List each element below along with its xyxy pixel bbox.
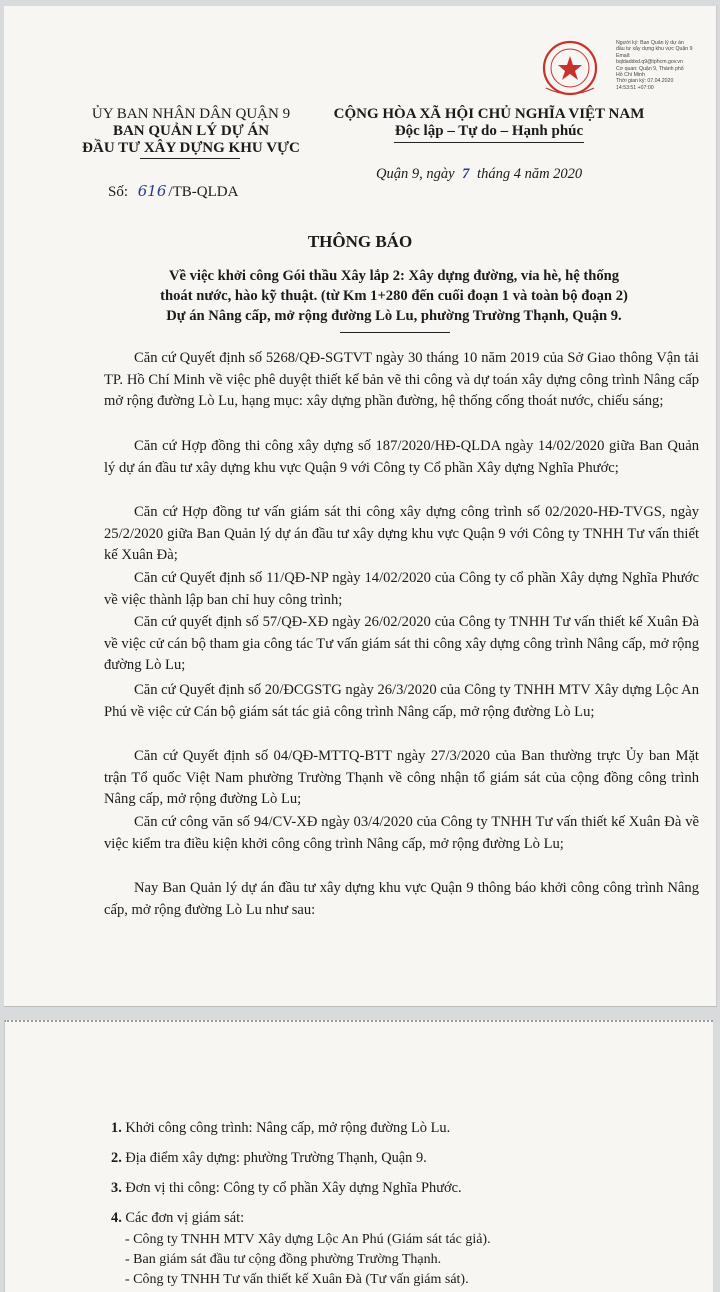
date-day: 7 [462,166,470,182]
document-title: THÔNG BÁO [307,232,413,251]
signature-info [616,40,716,91]
issuer-line-2: BAN QUẢN LÝ DỰ ÁN [112,123,270,139]
date-suffix: tháng 4 năm 2020 [477,166,583,182]
doc-number-suffix: /TB-QLDA [168,184,239,200]
paragraph: Nay Ban Quản lý dự án đầu tư xây dựng khu vực Quận 9 thông báo khởi công công trình Nâng cấp, mở rộng đường Lò Lu như sau: [104,880,699,918]
sub-list-item: - Công ty TNHH MTV Xây dựng Lộc An Phú (Giám sát tác giả). [125,1232,491,1247]
date-prefix: Quận 9, ngày [376,166,455,182]
signature-line: Email: [616,52,631,59]
paragraph: Căn cứ Quyết định số 5268/QĐ-SGTVT ngày 30 tháng 10 năm 2019 của Sở Giao thông Vận tải TP. Hồ Chí Minh về việc phê duyệt thiết kế bản vẽ thi công và dự toán xây dựng công trình Nâng cấp mở rộng đường Lò Lu, hạng mục: xây dựng phần đường, hệ thống cống thoát nước, chiếu sáng; [104,350,699,409]
list-item: 4. Các đơn vị giám sát: [111,1210,245,1226]
subject-line-1: Về việc khởi công Gói thầu Xây lắp 2: Xây dựng đường, vỉa hè, hệ thống [168,268,620,284]
sub-list-item: - Ban giám sát đầu tư cộng đồng phường Trường Thạnh. [125,1252,442,1267]
subject-underline [340,332,450,333]
document-page-1 [4,6,717,1007]
doc-number-handwritten: 616 [137,182,167,200]
issuer-underline [140,158,240,159]
national-motto-block [324,106,654,140]
document-page-2 [4,1020,713,1292]
paragraph: Căn cứ Hợp đồng tư vấn giám sát thi công xây dựng công trình số 02/2020-HĐ-TVGS, ngày 25/2/2020 giữa Ban Quản lý dự án đầu tư xây dựng khu vực Quận 9 với Công ty TNHH Tư vấn thiết kế Xuân Đà; [104,504,699,563]
document-subject [124,266,664,326]
signature-line: bqldaddxd.q9@tphcm.gov.vn [616,59,683,66]
issuer-line-1: ỦY BAN NHÂN DÂN QUẬN 9 [91,106,291,122]
signature-line: Cơ quan: Quận 9, Thành phố [616,65,684,72]
paragraph: Căn cứ công văn số 94/CV-XĐ ngày 03/4/2020 của Công ty TNHH Tư vấn thiết kế Xuân Đà về việc kiểm tra điều kiện khởi công công trình Nâng cấp, mở rộng đường Lò Lu; [104,814,699,852]
signature-line: đầu tư xây dựng khu vực Quận 9 [616,46,693,53]
list-item: 1. Khởi công công trình: Nâng cấp, mở rộng đường Lò Lu. [111,1120,451,1136]
seal-icon [532,36,612,106]
subject-line-3: Dự án Nâng cấp, mở rộng đường Lò Lu, phường Trường Thạnh, Quận 9. [166,308,622,324]
paragraph: Căn cứ Quyết định số 20/ĐCGSTG ngày 26/3/2020 của Công ty TNHH MTV Xây dựng Lộc An Phú về việc cử Cán bộ giám sát tác giả công trình Nâng cấp, mở rộng đường Lò Lu; [104,682,699,720]
list-item: 2. Địa điểm xây dựng: phường Trường Thạnh, Quận 9. [111,1150,427,1166]
document-number [108,182,238,201]
subject-line-2: thoát nước, hào kỹ thuật. (từ Km 1+280 đến cuối đoạn 1 và toàn bộ đoạn 2) [160,288,628,304]
doc-number-label: Số: [108,184,129,200]
paragraph: Căn cứ Quyết định số 04/QĐ-MTTQ-BTT ngày 27/3/2020 của Ban thường trực Ủy ban Mặt trận Tổ quốc Việt Nam phường Trường Thạnh về công nhận tổ giám sát của cộng đồng công trình Nâng cấp, mở rộng đường Lò Lu; [104,748,699,807]
paragraph: Căn cứ Hợp đồng thi công xây dựng số 187/2020/HĐ-QLDA ngày 14/02/2020 giữa Ban Quản lý dự án đầu tư xây dựng khu vực Quận 9 với Công ty Cổ phần Xây dựng Nghĩa Phước; [104,438,699,476]
issuer-block [66,106,316,157]
sub-list-item: - Công ty TNHH Tư vấn thiết kế Xuân Đà (Tư vấn giám sát). [125,1272,469,1287]
signature-line: Thời gian ký: 07.04.2020 [616,78,674,85]
paragraph: Căn cứ Quyết định số 11/QĐ-NP ngày 14/02/2020 của Công ty cổ phần Xây dựng Nghĩa Phước về việc thành lập ban chỉ huy công trình; [104,570,699,608]
issue-date [376,166,582,183]
signature-line: Người ký: Ban Quản lý dự án [616,40,684,46]
signature-line: 14:53:51 +07:00 [616,84,654,91]
country-name: CỘNG HÒA XÃ HỘI CHỦ NGHĨA VIỆT NAM [333,106,645,122]
issuer-line-3: ĐẦU TƯ XÂY DỰNG KHU VỰC [82,140,300,156]
motto-underline [394,142,584,143]
paragraph: Căn cứ quyết định số 57/QĐ-XĐ ngày 26/02/2020 của Công ty TNHH Tư vấn thiết kế Xuân Đà về việc cử cán bộ tham gia công tác Tư vấn giám sát thi công xây dựng công trình Nâng cấp, mở rộng đường Lò Lu; [104,614,699,673]
list-item: 3. Đơn vị thi công: Công ty cổ phần Xây dựng Nghĩa Phước. [111,1180,462,1196]
motto: Độc lập – Tự do – Hạnh phúc [394,123,584,139]
signature-line: Hồ Chí Minh [616,72,645,79]
